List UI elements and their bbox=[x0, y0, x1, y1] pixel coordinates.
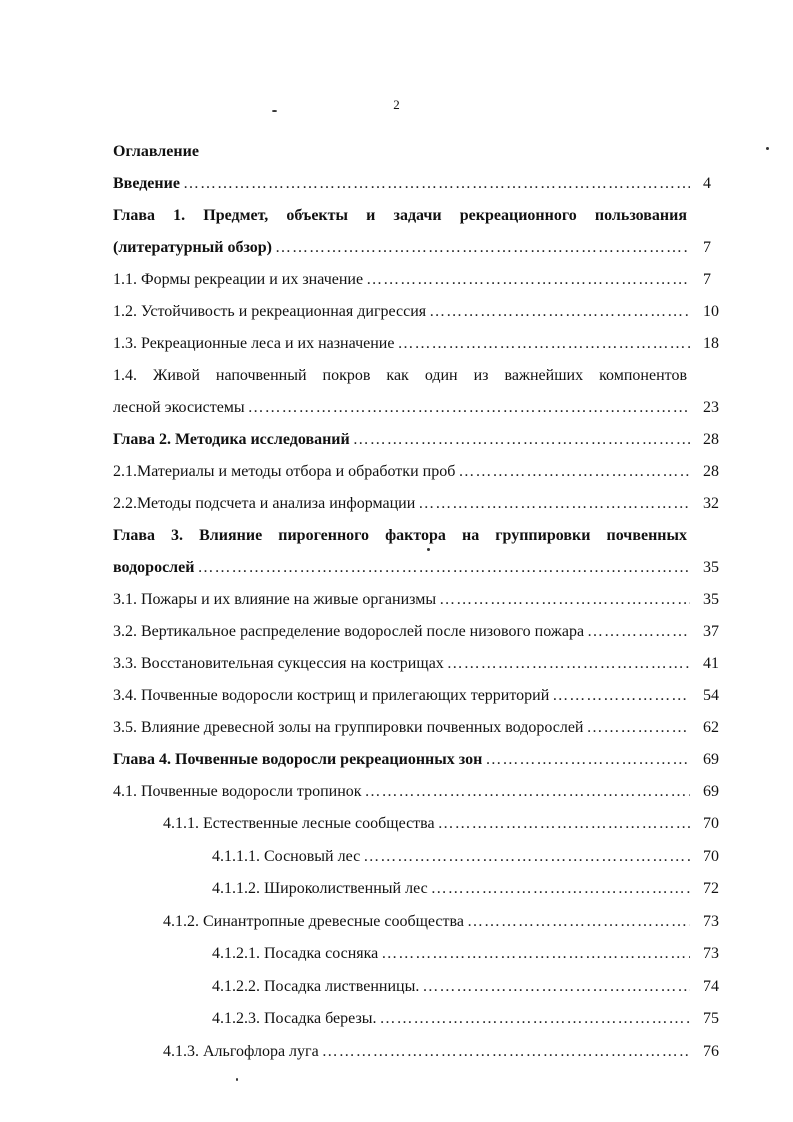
toc-entry-page: 10 bbox=[703, 303, 719, 320]
dot-leader bbox=[587, 616, 690, 648]
toc-entry-page: 73 bbox=[703, 912, 719, 930]
dot-leader bbox=[365, 776, 690, 808]
toc-entry-title: 4.1.2.3. Посадка березы. bbox=[212, 1010, 377, 1027]
dot-leader bbox=[197, 552, 690, 584]
toc-entry-title: Глава 3. Влияние пирогенного фактора на группировки почвенных bbox=[113, 527, 687, 544]
toc-entry-title: 2.2.Методы подсчета и анализа информации bbox=[113, 495, 416, 512]
toc-entry-page: 35 bbox=[703, 559, 719, 576]
dot-leader bbox=[431, 873, 690, 906]
toc-entry-chapter-1 bbox=[0, 200, 793, 232]
dot-leader bbox=[586, 712, 690, 744]
toc-entry-2-2 bbox=[0, 488, 793, 520]
toc-entry-page: 69 bbox=[703, 751, 719, 768]
toc-entry-4-1-2-3 bbox=[0, 1003, 793, 1036]
toc-entry-title: Введение bbox=[113, 175, 180, 192]
toc-entry-page: 74 bbox=[703, 977, 719, 995]
dot-leader bbox=[380, 1003, 690, 1036]
toc-entry-4-1-3 bbox=[0, 1036, 793, 1069]
toc-heading: Оглавление bbox=[113, 143, 199, 160]
toc-entry-title: (литературный обзор) bbox=[113, 239, 273, 256]
toc-entry-title: лесной экосистемы bbox=[113, 399, 245, 416]
scan-speck bbox=[766, 147, 769, 150]
toc-entry-page: 35 bbox=[703, 591, 719, 608]
toc-entry-title: 4.1.2.2. Посадка лиственницы. bbox=[212, 977, 420, 995]
scan-speck bbox=[236, 1078, 238, 1081]
toc-entry-page: 54 bbox=[703, 687, 719, 704]
toc-entry-4-1-2 bbox=[0, 906, 793, 939]
toc-entry-page: 70 bbox=[703, 815, 719, 832]
dot-leader bbox=[397, 328, 690, 360]
table-of-contents bbox=[0, 168, 793, 1068]
dot-leader bbox=[248, 392, 690, 424]
toc-entry-title: 4.1.1.1. Сосновый лес bbox=[212, 847, 361, 865]
toc-entry-1-1 bbox=[0, 264, 793, 296]
toc-entry-title: 3.2. Вертикальное распределение водорослей после низового пожара bbox=[113, 623, 585, 640]
toc-entry-page: 75 bbox=[703, 1010, 719, 1027]
toc-entry-3-2 bbox=[0, 616, 793, 648]
toc-entry-3-4 bbox=[0, 680, 793, 712]
toc-entry-page: 73 bbox=[703, 945, 719, 962]
toc-entry-page: 28 bbox=[703, 463, 719, 480]
toc-entry-title: 3.1. Пожары и их влияние на живые организмы bbox=[113, 591, 437, 608]
toc-entry-page: 32 bbox=[703, 495, 719, 512]
toc-entry-3-3 bbox=[0, 648, 793, 680]
dot-leader bbox=[438, 808, 690, 841]
dot-leader bbox=[429, 296, 690, 328]
page-number: 2 bbox=[393, 97, 400, 112]
toc-entry-title: 4.1.2. Синантропные древесные сообщества bbox=[163, 912, 464, 930]
toc-entry-4-1-1-2 bbox=[0, 873, 793, 906]
toc-entry-title: 3.5. Влияние древесной золы на группировки почвенных водорослей bbox=[113, 719, 584, 736]
toc-entry-introduction bbox=[0, 168, 793, 200]
dot-leader bbox=[458, 456, 690, 488]
dot-leader bbox=[363, 841, 690, 874]
dot-leader bbox=[552, 680, 690, 712]
dot-leader bbox=[422, 971, 690, 1004]
dot-leader bbox=[418, 488, 690, 520]
toc-entry-page: 70 bbox=[703, 847, 719, 865]
toc-entry-3-1 bbox=[0, 584, 793, 616]
dot-leader bbox=[439, 584, 690, 616]
toc-entry-3-5 bbox=[0, 712, 793, 744]
toc-entry-1-3 bbox=[0, 328, 793, 360]
toc-entry-chapter-2 bbox=[0, 424, 793, 456]
toc-entry-1-4-cont bbox=[0, 392, 793, 424]
toc-entry-1-4 bbox=[0, 360, 793, 392]
toc-entry-page: 72 bbox=[703, 880, 719, 897]
toc-entry-4-1-2-1 bbox=[0, 938, 793, 971]
dot-leader bbox=[366, 264, 690, 296]
dot-leader bbox=[183, 168, 690, 200]
toc-entry-chapter-4 bbox=[0, 744, 793, 776]
toc-entry-title: 1.2. Устойчивость и рекреационная дигрессия bbox=[113, 303, 427, 320]
toc-entry-page: 62 bbox=[703, 719, 719, 736]
toc-entry-4-1-1-1 bbox=[0, 841, 793, 874]
toc-entry-title: Глава 2. Методика исследований bbox=[113, 431, 350, 448]
toc-entry-page: 4 bbox=[703, 175, 711, 192]
toc-entry-chapter-1-cont bbox=[0, 232, 793, 264]
scan-speck bbox=[427, 548, 430, 551]
toc-entry-page: 28 bbox=[703, 431, 719, 448]
toc-entry-title: 1.4. Живой напочвенный покров как один из важнейших компонентов bbox=[113, 367, 687, 384]
toc-entry-page: 37 bbox=[703, 623, 719, 640]
toc-entry-title: 3.4. Почвенные водоросли кострищ и прилегающих территорий bbox=[113, 687, 550, 704]
toc-entry-page: 18 bbox=[703, 335, 719, 352]
toc-entry-title: водорослей bbox=[113, 559, 195, 576]
toc-entry-title: Глава 4. Почвенные водоросли рекреационных зон bbox=[113, 751, 483, 768]
dot-leader bbox=[467, 906, 690, 939]
scan-speck bbox=[272, 110, 277, 112]
toc-entry-chapter-3-cont bbox=[0, 552, 793, 584]
toc-entry-title: 2.1.Материалы и методы отбора и обработки проб bbox=[113, 463, 456, 480]
toc-entry-chapter-3 bbox=[0, 520, 793, 552]
toc-entry-title: 4.1.2.1. Посадка сосняка bbox=[212, 945, 379, 962]
toc-entry-title: 4.1. Почвенные водоросли тропинок bbox=[113, 783, 362, 800]
toc-entry-page: 41 bbox=[703, 655, 719, 672]
toc-entry-page: 7 bbox=[703, 271, 711, 288]
dot-leader bbox=[275, 232, 690, 264]
dot-leader bbox=[353, 424, 690, 456]
toc-entry-page: 76 bbox=[703, 1042, 719, 1060]
toc-entry-1-2 bbox=[0, 296, 793, 328]
toc-entry-2-1 bbox=[0, 456, 793, 488]
toc-entry-title: 3.3. Восстановительная сукцессия на кострищах bbox=[113, 655, 444, 672]
dot-leader bbox=[485, 744, 690, 776]
toc-entry-title: 4.1.3. Альгофлора луга bbox=[163, 1042, 319, 1060]
toc-entry-title: 1.3. Рекреационные леса и их назначение bbox=[113, 335, 395, 352]
dot-leader bbox=[447, 648, 690, 680]
toc-entry-title: 4.1.1. Естественные лесные сообщества bbox=[163, 815, 435, 832]
toc-entry-title: Глава 1. Предмет, объекты и задачи рекреационного пользования bbox=[113, 207, 687, 224]
toc-entry-title: 4.1.1.2. Широколиственный лес bbox=[212, 880, 428, 897]
toc-entry-title: 1.1. Формы рекреации и их значение bbox=[113, 271, 364, 288]
toc-entry-4-1-2-2 bbox=[0, 971, 793, 1004]
dot-leader bbox=[381, 938, 690, 971]
toc-entry-4-1-1 bbox=[0, 808, 793, 841]
toc-entry-page: 69 bbox=[703, 783, 719, 800]
toc-entry-page: 7 bbox=[703, 239, 711, 256]
toc-entry-4-1 bbox=[0, 776, 793, 808]
toc-entry-page: 23 bbox=[703, 399, 719, 416]
dot-leader bbox=[322, 1036, 690, 1069]
